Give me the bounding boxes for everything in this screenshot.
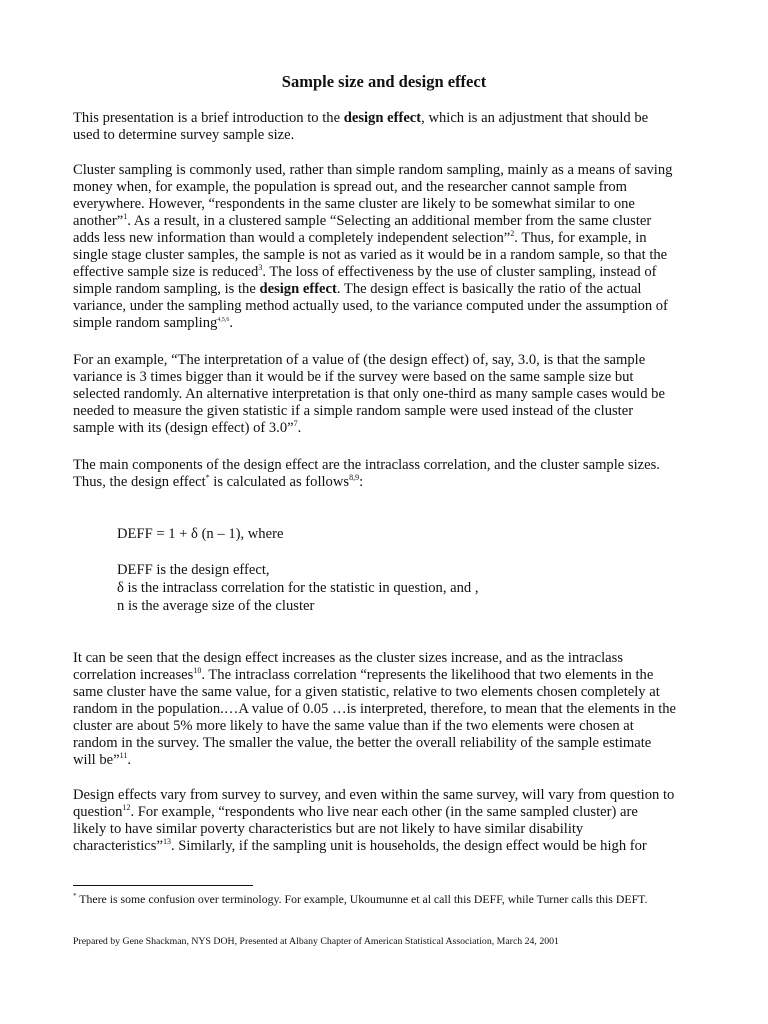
reference-superscript: 11 bbox=[119, 751, 128, 760]
cluster-line-9: variance, under the sampling method actually used, to the variance computed under the assumption of bbox=[73, 298, 668, 314]
reference-superscript: 8,9 bbox=[349, 473, 360, 482]
example-line-1: For an example, “The interpretation of a value of (the design effect) of, say, 3.0, is that the sample bbox=[73, 352, 646, 368]
reference-superscript: 13 bbox=[162, 837, 171, 846]
reference-superscript: 10 bbox=[193, 666, 202, 675]
cluster-line-2: money when, for example, the population is spread out, and the researcher cannot sample from bbox=[73, 179, 627, 195]
example-line-5 bbox=[73, 420, 301, 437]
variation-line-4 bbox=[73, 838, 647, 855]
text-run: sample with its (design effect) of 3.0” bbox=[73, 420, 294, 436]
text-run: simple random sampling, is the bbox=[73, 281, 260, 297]
cluster-line-1: Cluster sampling is commonly used, rather than simple random sampling, mainly as a means of saving bbox=[73, 162, 673, 178]
cluster-line-4 bbox=[73, 213, 651, 230]
example-line-3: selected randomly. An alternative interpretation is that only one-third as many sample cases would be bbox=[73, 386, 665, 402]
cluster-line-5 bbox=[73, 230, 647, 247]
intraclass-line-2 bbox=[73, 667, 653, 684]
variation-line-2 bbox=[73, 804, 638, 821]
text-run: . For example, “respondents who live near each other (in the same sampled cluster) are bbox=[130, 804, 638, 820]
text-run: will be” bbox=[73, 752, 120, 768]
footnote-separator bbox=[73, 885, 253, 886]
reference-superscript: 3 bbox=[258, 263, 263, 272]
text-run: effective sample size is reduced bbox=[73, 264, 259, 280]
text-run: . The design effect is basically the ratio of the actual bbox=[336, 281, 642, 297]
footnote-marker: * bbox=[73, 892, 77, 900]
reference-superscript: 12 bbox=[122, 803, 131, 812]
text-run: correlation increases bbox=[73, 667, 194, 683]
deff-definition: DEFF is the design effect, bbox=[117, 562, 270, 578]
cluster-line-8 bbox=[73, 281, 641, 298]
text-run: . bbox=[297, 420, 302, 436]
components-line-2 bbox=[73, 474, 363, 491]
text-run: Thus, the design effect bbox=[73, 474, 206, 490]
text-run: : bbox=[359, 474, 364, 490]
reference-superscript: 4,5,6 bbox=[217, 317, 230, 323]
text-run: adds less new information than would a completely independent selection” bbox=[73, 230, 511, 246]
text-run: characteristics” bbox=[73, 838, 163, 854]
example-line-4: needed to measure the given statistic if a simple random sample were used instead of the cluster bbox=[73, 403, 634, 419]
text-run: . bbox=[127, 752, 131, 768]
delta-definition: δ is the intraclass correlation for the statistic in question, and , bbox=[117, 580, 479, 596]
text-run: . The intraclass correlation “represents the likelihood that two elements in the bbox=[201, 667, 654, 683]
text-run: . Thus, for example, in bbox=[514, 230, 647, 246]
text-run: . bbox=[229, 315, 233, 331]
reference-superscript: 7 bbox=[293, 419, 298, 428]
footnote bbox=[73, 892, 647, 906]
intraclass-line-7 bbox=[73, 752, 131, 769]
intraclass-line-6: random in the survey. The smaller the value, the better the overall reliability of the sample estimate bbox=[73, 735, 652, 751]
design-effect-term: design effect bbox=[343, 110, 422, 126]
intraclass-line-1: It can be seen that the design effect increases as the cluster sizes increase, and as the intraclass bbox=[73, 650, 624, 666]
design-effect-term: design effect bbox=[259, 281, 337, 297]
cluster-line-10 bbox=[73, 315, 233, 332]
page-title: Sample size and design effect bbox=[281, 72, 487, 91]
text-run: another” bbox=[73, 213, 124, 229]
intro-line-2: used to determine survey sample size. bbox=[73, 127, 295, 143]
intraclass-line-5: cluster are about 5% more likely to have the same value than if the two elements were chosen at bbox=[73, 718, 634, 734]
text-run: question bbox=[73, 804, 123, 820]
footnote-marker: * bbox=[205, 473, 210, 482]
text-run: This presentation is a brief introduction to the bbox=[73, 110, 344, 126]
deff-formula: DEFF = 1 + δ (n – 1), where bbox=[117, 526, 284, 542]
footnote-text: There is some confusion over terminology. For example, Ukoumunne et al call this DEFF, while Turner calls this DEFT. bbox=[76, 892, 648, 906]
text-run: . The loss of effectiveness by the use of cluster sampling, instead of bbox=[262, 264, 657, 280]
text-run: simple random sampling bbox=[73, 315, 218, 331]
text-run: . As a result, in a clustered sample “Selecting an additional member from the same cluster bbox=[127, 213, 652, 229]
intraclass-line-3: same cluster have the same value, for a given statistic, relative to two elements chosen completely at bbox=[73, 684, 660, 700]
text-run: . Similarly, if the sampling unit is households, the design effect would be high for bbox=[170, 838, 647, 854]
components-line-1: The main components of the design effect are the intraclass correlation, and the cluster sample sizes. bbox=[73, 457, 660, 473]
intro-line-1 bbox=[73, 110, 648, 127]
intraclass-line-4: random in the population.…A value of 0.05 …is interpreted, therefore, to mean that the elements in the bbox=[73, 701, 677, 717]
cluster-line-6: single stage cluster samples, the sample is not as varied as it would be in a random sample, so that the bbox=[73, 247, 668, 263]
n-definition: n is the average size of the cluster bbox=[117, 598, 315, 614]
cluster-line-3: everywhere. However, “respondents in the same cluster are likely to be somewhat similar to one bbox=[73, 196, 635, 212]
example-line-2: variance is 3 times bigger than it would be if the survey were based on the same sample size but bbox=[73, 369, 634, 385]
page-footer: Prepared by Gene Shackman, NYS DOH, Presented at Albany Chapter of American Statistical Association, March 24, 2001 bbox=[73, 936, 559, 947]
reference-superscript: 2 bbox=[510, 229, 515, 238]
text-run: is calculated as follows bbox=[209, 474, 350, 490]
cluster-line-7 bbox=[73, 264, 657, 281]
text-run: , which is an adjustment that should be bbox=[421, 110, 649, 126]
reference-superscript: 1 bbox=[123, 212, 128, 221]
variation-line-3: likely to have similar poverty characteristics but are not likely to have similar disability bbox=[73, 821, 584, 837]
variation-line-1: Design effects vary from survey to survey, and even within the same survey, will vary from question to bbox=[73, 787, 675, 803]
